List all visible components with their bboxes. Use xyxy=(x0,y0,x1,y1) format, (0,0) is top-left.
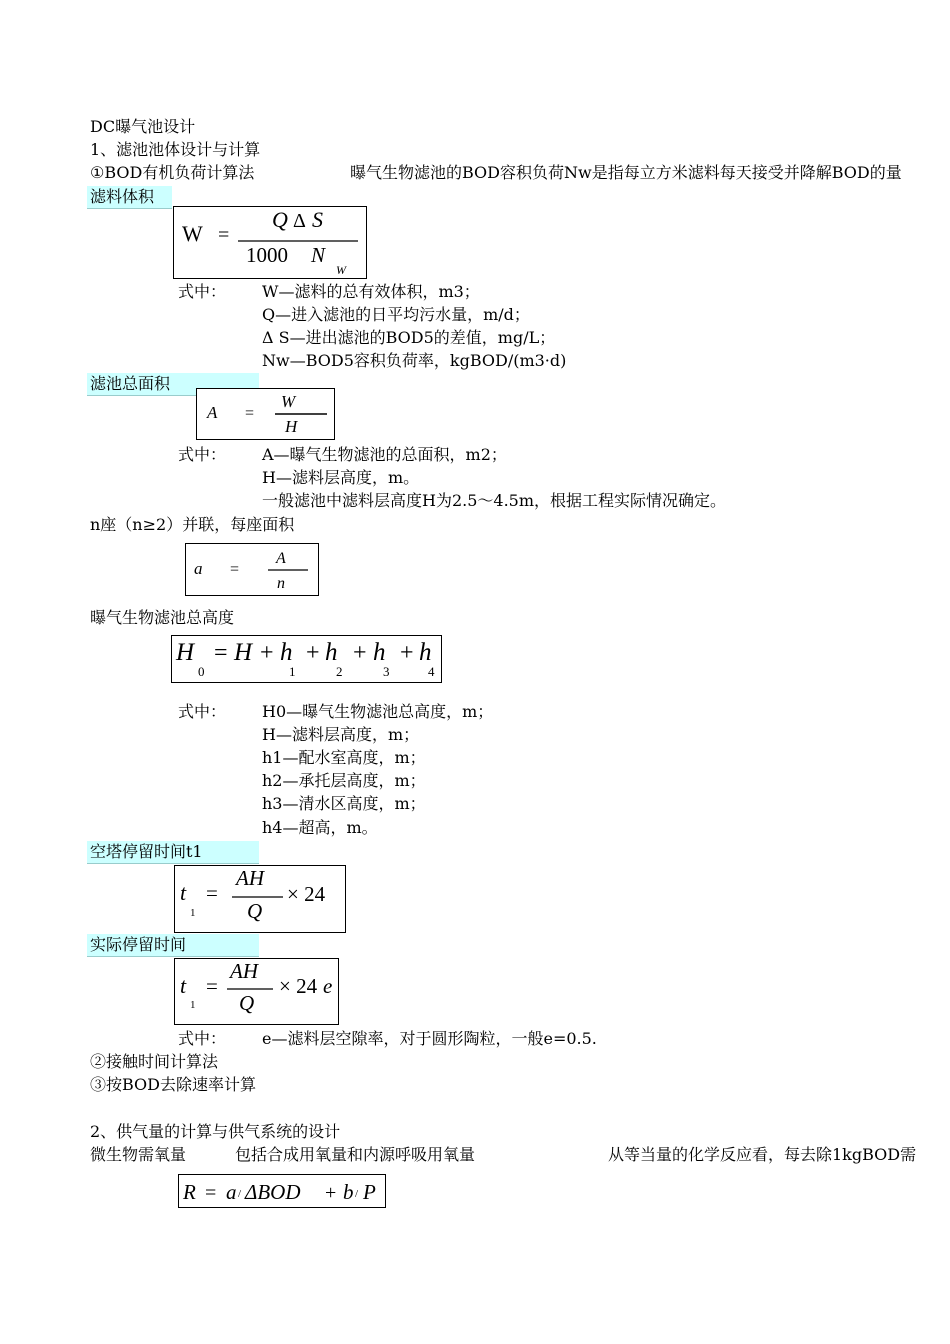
formula-symbol: t xyxy=(180,880,187,905)
definition-line: Δ S—进出滤池的BOD5的差值，mg/L； xyxy=(262,328,556,347)
formula-symbol: S xyxy=(312,207,323,232)
formula-symbol: = xyxy=(245,405,255,422)
formula-symbol: 1000 xyxy=(246,243,288,267)
section-1-heading: 1、滤池池体设计与计算 xyxy=(90,140,261,159)
formula-symbol: + xyxy=(353,640,367,666)
actual-time-label: 实际停留时间 xyxy=(90,935,187,954)
definition-line: A—曝气生物滤池的总面积，m2； xyxy=(262,445,507,464)
definition-line: W—滤料的总有效体积，m3； xyxy=(262,282,480,301)
area-label: 滤池总面积 xyxy=(90,374,171,393)
formula-symbol: = xyxy=(206,974,218,998)
formula-symbol: Q xyxy=(272,207,288,232)
formula-symbol: AH xyxy=(230,959,258,983)
per-unit-area-formula xyxy=(185,543,319,596)
formula-symbol: H xyxy=(234,639,253,666)
method-2-heading: ②接触时间计算法 xyxy=(90,1052,219,1071)
where-label: 式中： xyxy=(178,282,227,301)
formula-symbol: × 24 xyxy=(279,974,318,998)
formula-symbol: h xyxy=(419,639,432,666)
formula-symbol: N xyxy=(311,243,326,267)
definition-line: Nw—BOD5容积负荷率，kgBOD/(m3·d) xyxy=(262,351,567,370)
oxygen-demand-label: 微生物需氧量 xyxy=(90,1145,187,1164)
formula-symbol: 3 xyxy=(383,664,390,679)
formula-symbol: = xyxy=(214,640,228,666)
actual-time-formula xyxy=(174,958,339,1025)
formula-symbol: ΔBOD xyxy=(245,1180,301,1204)
formula-symbol: + xyxy=(260,640,274,666)
definition-line: H—滤料层高度，m。 xyxy=(262,468,420,487)
formula-symbol: H xyxy=(285,417,298,436)
empty-bed-time-label-cell xyxy=(87,841,259,864)
method-1-description: 曝气生物滤池的BOD容积负荷Nw是指每立方米滤料每天接受并降解BOD的量 xyxy=(350,163,902,182)
formula-symbol: h xyxy=(373,639,386,666)
area-formula xyxy=(196,388,335,440)
formula-symbol: h xyxy=(280,639,293,666)
definition-line: 一般滤池中滤料层高度H为2.5～4.5m，根据工程实际情况确定。 xyxy=(262,491,727,510)
oxygen-demand-formula xyxy=(178,1174,386,1208)
formula-symbol: 1 xyxy=(190,999,196,1011)
definition-line: Q—进入滤池的日平均污水量，m/d； xyxy=(262,305,530,324)
method-1-heading: ①BOD有机负荷计算法 xyxy=(90,163,255,182)
formula-symbol: Q xyxy=(239,991,255,1015)
formula-symbol: A xyxy=(207,403,218,422)
total-height-formula xyxy=(171,635,442,683)
formula-symbol: 0 xyxy=(198,664,205,679)
formula-symbol: n xyxy=(277,575,285,592)
total-height-label: 曝气生物滤池总高度 xyxy=(90,608,235,627)
formula-symbol: + xyxy=(306,640,320,666)
formula-symbol: e xyxy=(323,974,333,998)
where-label: 式中： xyxy=(178,702,227,721)
formula-symbol: H xyxy=(176,639,195,666)
formula-symbol: + xyxy=(400,640,414,666)
formula-symbol: Δ xyxy=(293,210,306,232)
formula-symbol: 4 xyxy=(428,664,435,679)
volume-label-cell xyxy=(87,186,172,209)
formula-symbol: + xyxy=(325,1182,337,1204)
actual-time-label-cell xyxy=(87,934,259,957)
definition-line: h2—承托层高度，m； xyxy=(262,771,426,790)
formula-symbol: × 24 xyxy=(287,882,326,906)
page-title: DC曝气池设计 xyxy=(90,117,196,136)
definition-line: H0—曝气生物滤池总高度，m； xyxy=(262,702,494,721)
formula-symbol: a xyxy=(194,559,203,578)
volume-label: 滤料体积 xyxy=(90,187,155,206)
formula-symbol: A xyxy=(276,550,286,567)
formula-symbol: AH xyxy=(236,866,264,890)
definition-line: h1—配水室高度，m； xyxy=(262,748,426,767)
formula-symbol: / xyxy=(238,1188,242,1200)
definition-line: e—滤料层空隙率，对于圆形陶粒，一般e=0.5. xyxy=(262,1029,597,1048)
oxygen-demand-desc: 包括合成用氧量和内源呼吸用氧量 xyxy=(235,1145,476,1164)
formula-symbol: W xyxy=(281,392,296,411)
formula-symbol: 1 xyxy=(289,664,296,679)
formula-symbol: / xyxy=(355,1188,359,1200)
oxygen-demand-note: 从等当量的化学反应看，每去除1kgBOD需 xyxy=(608,1145,917,1164)
section-2-heading: 2、供气量的计算与供气系统的设计 xyxy=(90,1122,341,1141)
definition-line: h4—超高，m。 xyxy=(262,818,378,837)
formula-symbol: = xyxy=(205,1182,217,1204)
formula-symbol: W xyxy=(336,263,346,277)
formula-symbol: = xyxy=(218,224,230,246)
definition-line: h3—清水区高度，m； xyxy=(262,794,426,813)
formula-symbol: = xyxy=(206,881,218,905)
formula-symbol: Q xyxy=(247,899,263,923)
formula-symbol: = xyxy=(230,561,240,578)
formula-symbol: R xyxy=(183,1180,196,1204)
formula-symbol: h xyxy=(325,639,338,666)
formula-symbol: b xyxy=(343,1180,354,1204)
volume-formula xyxy=(173,206,367,279)
definition-line: H—滤料层高度，m； xyxy=(262,725,420,744)
method-3-heading: ③按BOD去除速率计算 xyxy=(90,1075,257,1094)
formula-symbol: a xyxy=(226,1180,237,1204)
where-label: 式中： xyxy=(178,1029,227,1048)
where-label: 式中： xyxy=(178,445,227,464)
formula-symbol: t xyxy=(180,973,187,998)
per-unit-area-label: n座（n≥2）并联，每座面积 xyxy=(90,515,295,534)
empty-bed-time-formula xyxy=(174,865,346,933)
empty-bed-time-label: 空塔停留时间t1 xyxy=(90,842,203,861)
formula-symbol: 1 xyxy=(190,907,196,919)
formula-symbol: W xyxy=(182,221,203,246)
formula-symbol: 2 xyxy=(336,664,343,679)
formula-symbol: P xyxy=(363,1180,376,1204)
